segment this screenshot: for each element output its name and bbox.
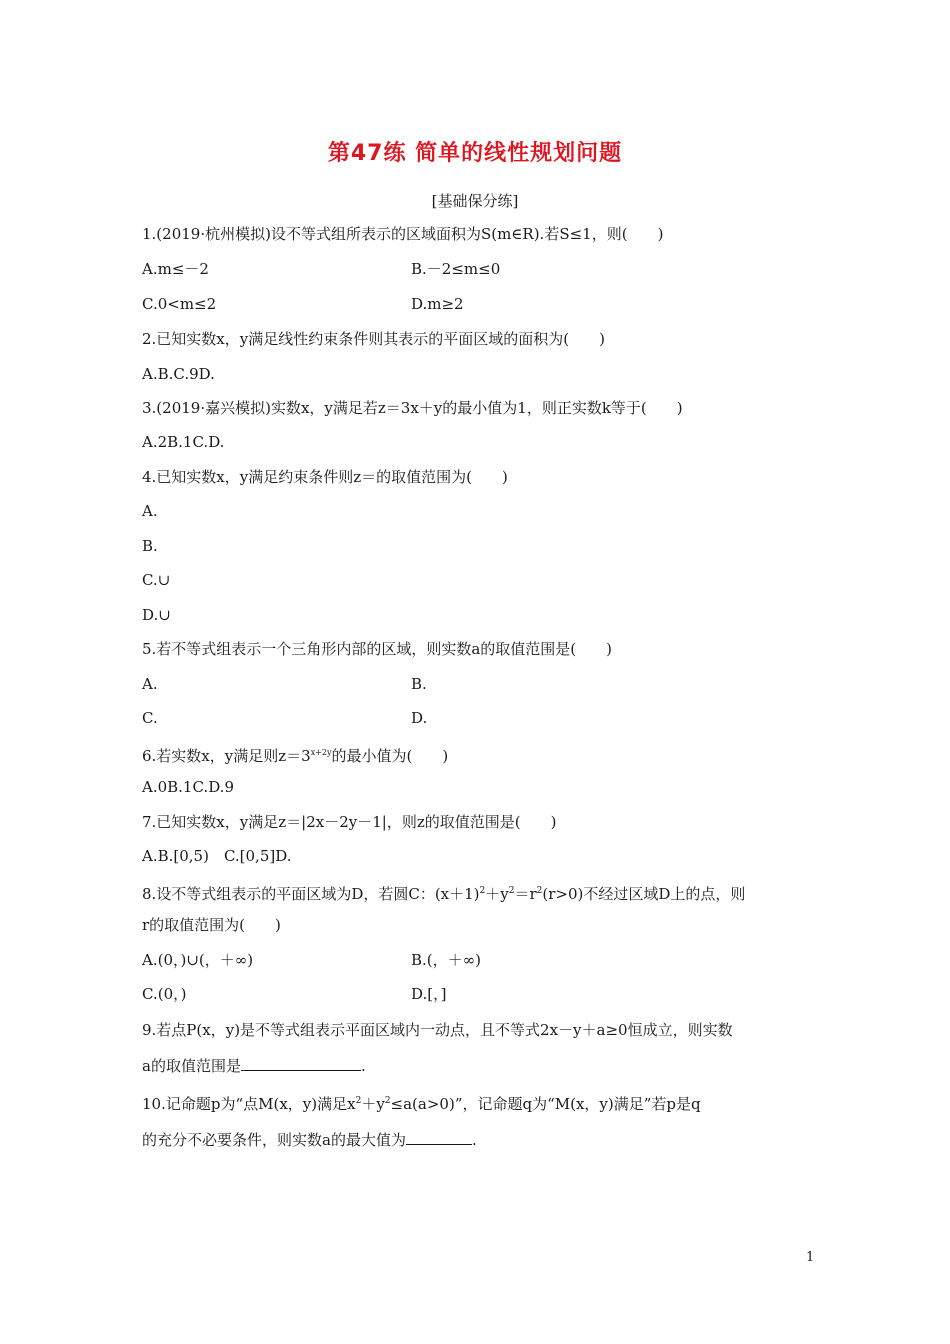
question-6-exponent: x+2y xyxy=(310,748,332,757)
question-8-options-row-2 xyxy=(142,984,447,1004)
question-5-stem: 5.若不等式组表示一个三角形内部的区域，则实数a的取值范围是( ) xyxy=(142,640,612,658)
question-5-options-row-1 xyxy=(142,674,427,694)
question-9-stem-line-2: a的取值范围是 . xyxy=(142,1057,366,1075)
question-4-option-a: A. xyxy=(142,502,158,520)
question-8-option-a: A.(0，)∪(，＋∞) xyxy=(142,951,254,969)
question-4-option-b: B. xyxy=(142,537,158,555)
question-7-stem: 7.已知实数x，y满足z＝|2x－2y－1|，则z的取值范围是( ) xyxy=(142,813,557,831)
question-6-options: A.0B.1C.D.9 xyxy=(142,778,234,796)
question-1-option-b: B.－2≤m≤0 xyxy=(411,260,501,278)
question-4-option-d: D.∪ xyxy=(142,606,171,624)
question-1-option-a: A.m≤－2 xyxy=(142,260,209,278)
question-5-option-a: A. xyxy=(142,675,158,693)
question-7-options: A.B.[0,5) C.[0,5]D. xyxy=(142,847,292,865)
question-4-stem: 4.已知实数x，y满足约束条件则z＝的取值范围为( ) xyxy=(142,468,508,486)
question-8-option-b: B.(，＋∞) xyxy=(411,951,481,969)
question-5-option-d: D. xyxy=(411,709,428,727)
section-heading: [基础保分练] xyxy=(431,192,519,210)
question-5-options-row-2 xyxy=(142,708,428,728)
question-8-option-d: D.[，] xyxy=(411,985,447,1003)
question-5-option-b: B. xyxy=(411,675,427,693)
question-10-stem-line-2: 的充分不必要条件，则实数a的最大值为 . xyxy=(142,1131,477,1149)
question-2-options: A.B.C.9D. xyxy=(142,365,215,383)
page-title: 第47练 简单的线性规划问题 xyxy=(327,141,623,166)
question-3-stem: 3.(2019·嘉兴模拟)实数x，y满足若z＝3x＋y的最小值为1，则正实数k等于( ) xyxy=(142,399,683,417)
question-1-options-row-1 xyxy=(142,259,501,279)
question-1-option-c: C.0<m≤2 xyxy=(142,295,217,313)
question-8-stem: 8.设不等式组表示的平面区域为D，若圆C：$(x+1)^2+y^2=r^2(r>0)$不经过区域D上的点，则 xyxy=(142,885,746,903)
page-number: 1 xyxy=(806,1250,815,1265)
question-10-answer-blank[interactable] xyxy=(406,1130,472,1145)
question-9-stem: 9.若点P(x，y)是不等式组表示平面区域内一动点，且不等式2x－y＋a≥0恒成立，则实数 xyxy=(142,1021,733,1039)
question-1-option-d: D.m≥2 xyxy=(411,295,464,313)
question-8-stem-line-2: r的取值范围为( ) xyxy=(142,916,281,934)
question-8-options-row-1 xyxy=(142,950,481,970)
question-10-stem: 10.记命题p为“点M(x，y)满足$x^2+y^2\le a(a>0)$”，记命题q为“M(x，y)满足”若p是q xyxy=(142,1095,701,1113)
question-1-stem: 1.(2019·杭州模拟)设不等式组所表示的区域面积为S(m∈R).若S≤1，则( ) xyxy=(142,225,664,243)
question-5-option-c: C. xyxy=(142,709,158,727)
question-4-option-c: C.∪ xyxy=(142,571,171,589)
question-3-options: A.2B.1C.D. xyxy=(142,433,225,451)
question-8-option-c: C.(0，) xyxy=(142,985,187,1003)
question-9-answer-blank[interactable] xyxy=(241,1056,361,1071)
question-2-stem: 2.已知实数x，y满足线性约束条件则其表示的平面区域的面积为( ) xyxy=(142,330,605,348)
question-6-stem: 6.若实数x，y满足则$z=3^{x+2y}$的最小值为( ) xyxy=(142,747,449,765)
question-1-options-row-2 xyxy=(142,294,464,314)
